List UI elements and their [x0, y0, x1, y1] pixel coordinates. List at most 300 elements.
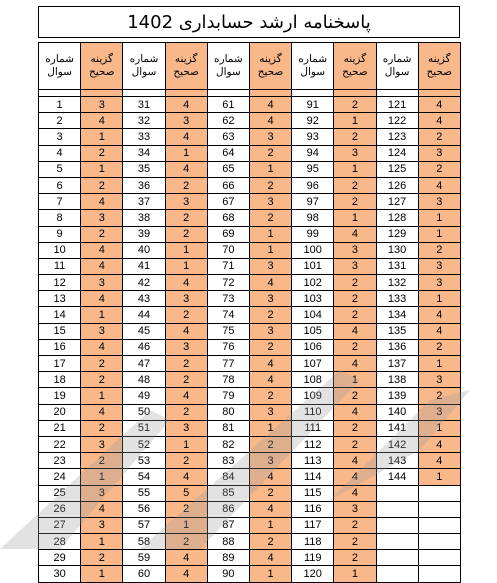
question-number-cell: 124 — [376, 145, 418, 161]
question-number-cell: 100 — [292, 242, 334, 258]
question-number-cell: 110 — [292, 404, 334, 420]
question-number-cell: 51 — [123, 420, 165, 436]
question-number-cell: 16 — [39, 339, 81, 355]
question-number-cell: 6 — [39, 177, 81, 193]
answer-cell: 1 — [81, 469, 123, 485]
answer-header: گزینه صحیح — [334, 43, 376, 90]
question-number-cell: 114 — [292, 469, 334, 485]
answer-cell: 3 — [81, 275, 123, 291]
question-number-cell: 53 — [123, 453, 165, 469]
answer-cell: 4 — [418, 177, 460, 193]
question-number-cell: 48 — [123, 372, 165, 388]
question-number-cell: 96 — [292, 177, 334, 193]
answer-cell: 1 — [249, 161, 291, 177]
answer-cell: 1 — [81, 534, 123, 550]
table-row — [39, 534, 461, 550]
empty-cell — [376, 501, 418, 517]
answer-cell: 4 — [334, 356, 376, 372]
answer-cell: 4 — [249, 550, 291, 566]
empty-cell — [418, 566, 460, 582]
question-number-cell: 57 — [123, 517, 165, 533]
answer-header: گزینه صحیح — [81, 43, 123, 90]
question-number-cell: 21 — [39, 420, 81, 436]
question-number-cell: 69 — [207, 226, 249, 242]
spacer-cell — [81, 90, 123, 97]
answer-cell: 4 — [249, 97, 291, 113]
question-number-cell: 105 — [292, 323, 334, 339]
table-row — [39, 291, 461, 307]
answer-cell: 2 — [249, 177, 291, 193]
question-number-cell: 33 — [123, 129, 165, 145]
empty-cell — [418, 501, 460, 517]
answer-cell: 1 — [81, 307, 123, 323]
question-number-cell: 10 — [39, 242, 81, 258]
answer-cell: 2 — [81, 420, 123, 436]
answer-header: گزینه صحیح — [418, 43, 460, 90]
answer-cell: 2 — [334, 436, 376, 452]
question-number-cell: 95 — [292, 161, 334, 177]
answer-cell: 2 — [334, 97, 376, 113]
answer-cell: 2 — [81, 145, 123, 161]
question-number-cell: 39 — [123, 226, 165, 242]
question-number-cell: 132 — [376, 275, 418, 291]
empty-cell — [418, 517, 460, 533]
answer-cell: 2 — [418, 388, 460, 404]
answer-cell: 2 — [165, 501, 207, 517]
answer-cell: 1 — [165, 242, 207, 258]
answer-sheet — [38, 6, 460, 583]
question-number-cell: 52 — [123, 436, 165, 452]
answer-cell: 2 — [334, 339, 376, 355]
question-number-cell: 41 — [123, 258, 165, 274]
answer-cell: 4 — [165, 469, 207, 485]
question-number-cell: 49 — [123, 388, 165, 404]
question-number-cell: 108 — [292, 372, 334, 388]
question-number-cell: 73 — [207, 291, 249, 307]
answer-cell: 2 — [334, 550, 376, 566]
question-number-cell: 122 — [376, 113, 418, 129]
answer-cell: 2 — [334, 307, 376, 323]
question-header: شماره سوال — [39, 43, 81, 90]
spacer-cell — [123, 90, 165, 97]
answer-cell: 1 — [418, 469, 460, 485]
answer-cell: 1 — [418, 226, 460, 242]
answer-cell: 3 — [81, 323, 123, 339]
table-row — [39, 129, 461, 145]
question-number-cell: 20 — [39, 404, 81, 420]
question-number-cell: 101 — [292, 258, 334, 274]
question-number-cell: 144 — [376, 469, 418, 485]
question-number-cell: 134 — [376, 307, 418, 323]
question-number-cell: 80 — [207, 404, 249, 420]
answer-cell: 2 — [334, 177, 376, 193]
question-number-cell: 29 — [39, 550, 81, 566]
answer-cell: 4 — [334, 404, 376, 420]
question-number-cell: 70 — [207, 242, 249, 258]
answer-cell: 4 — [81, 242, 123, 258]
question-number-cell: 35 — [123, 161, 165, 177]
question-number-cell: 37 — [123, 194, 165, 210]
answer-cell: 4 — [81, 339, 123, 355]
answer-cell: 2 — [165, 453, 207, 469]
table-row — [39, 453, 461, 469]
answer-cell: 4 — [334, 485, 376, 501]
spacer-cell — [249, 90, 291, 97]
question-number-cell: 31 — [123, 97, 165, 113]
question-number-cell: 86 — [207, 501, 249, 517]
question-number-cell: 106 — [292, 339, 334, 355]
answer-cell: 4 — [418, 113, 460, 129]
table-row — [39, 194, 461, 210]
answer-cell: 3 — [334, 258, 376, 274]
answer-cell: 1 — [249, 517, 291, 533]
question-number-cell: 88 — [207, 534, 249, 550]
question-number-cell: 47 — [123, 356, 165, 372]
question-number-cell: 94 — [292, 145, 334, 161]
answer-cell: 4 — [334, 453, 376, 469]
page-title: پاسخنامه ارشد حسابداری 1402 — [38, 6, 460, 38]
question-number-cell: 58 — [123, 534, 165, 550]
question-number-cell: 72 — [207, 275, 249, 291]
question-number-cell: 140 — [376, 404, 418, 420]
empty-cell — [376, 534, 418, 550]
question-number-cell: 87 — [207, 517, 249, 533]
question-number-cell: 129 — [376, 226, 418, 242]
question-number-cell: 45 — [123, 323, 165, 339]
answer-cell: 3 — [249, 453, 291, 469]
spacer-cell — [376, 90, 418, 97]
answer-cell: 3 — [249, 323, 291, 339]
question-number-cell: 56 — [123, 501, 165, 517]
question-number-cell: 4 — [39, 145, 81, 161]
table-row — [39, 97, 461, 113]
answer-cell: 1 — [81, 129, 123, 145]
answer-cell: 3 — [249, 194, 291, 210]
empty-cell — [376, 485, 418, 501]
answer-cell: 2 — [165, 307, 207, 323]
answer-cell: 1 — [418, 291, 460, 307]
question-number-cell: 82 — [207, 436, 249, 452]
answer-cell: 2 — [334, 534, 376, 550]
question-header: شماره سوال — [376, 43, 418, 90]
question-number-cell: 15 — [39, 323, 81, 339]
question-number-cell: 118 — [292, 534, 334, 550]
question-number-cell: 19 — [39, 388, 81, 404]
answer-cell: 1 — [81, 388, 123, 404]
table-row — [39, 517, 461, 533]
answer-cell: 4 — [249, 113, 291, 129]
answer-cell: 2 — [334, 129, 376, 145]
spacer-cell — [207, 90, 249, 97]
question-number-cell: 142 — [376, 436, 418, 452]
table-row — [39, 113, 461, 129]
question-number-cell: 130 — [376, 242, 418, 258]
answer-cell: 2 — [165, 356, 207, 372]
question-number-cell: 14 — [39, 307, 81, 323]
question-number-cell: 143 — [376, 453, 418, 469]
spacer-cell — [418, 90, 460, 97]
question-number-cell: 42 — [123, 275, 165, 291]
table-row — [39, 323, 461, 339]
question-number-cell: 44 — [123, 307, 165, 323]
empty-cell — [418, 550, 460, 566]
question-number-cell: 3 — [39, 129, 81, 145]
answer-cell: 4 — [249, 469, 291, 485]
answer-cell: 1 — [334, 210, 376, 226]
question-number-cell: 89 — [207, 550, 249, 566]
question-number-cell: 107 — [292, 356, 334, 372]
question-number-cell: 79 — [207, 388, 249, 404]
answer-cell: 2 — [418, 129, 460, 145]
spacer-row — [39, 90, 461, 97]
question-number-cell: 131 — [376, 258, 418, 274]
answer-cell: 2 — [81, 550, 123, 566]
table-row — [39, 501, 461, 517]
answer-cell: 2 — [81, 226, 123, 242]
answer-cell: 2 — [165, 177, 207, 193]
question-number-cell: 135 — [376, 323, 418, 339]
answer-cell: 1 — [418, 356, 460, 372]
answer-cell: 4 — [249, 275, 291, 291]
answer-cell: 4 — [165, 550, 207, 566]
question-number-cell: 61 — [207, 97, 249, 113]
answer-cell: 1 — [418, 420, 460, 436]
question-number-cell: 32 — [123, 113, 165, 129]
table-row — [39, 469, 461, 485]
answer-cell: 1 — [334, 113, 376, 129]
answer-cell: 3 — [249, 404, 291, 420]
answer-cell: 3 — [81, 485, 123, 501]
answer-cell: 2 — [249, 339, 291, 355]
answer-cell: 1 — [81, 161, 123, 177]
question-number-cell: 119 — [292, 550, 334, 566]
question-number-cell: 64 — [207, 145, 249, 161]
answer-cell: 3 — [81, 210, 123, 226]
answer-cell: 4 — [165, 275, 207, 291]
empty-cell — [418, 485, 460, 501]
answer-cell: 4 — [249, 501, 291, 517]
answer-cell: 1 — [165, 436, 207, 452]
answer-cell: 3 — [165, 194, 207, 210]
question-number-cell: 136 — [376, 339, 418, 355]
table-row — [39, 404, 461, 420]
answer-cell: 1 — [81, 566, 123, 582]
answer-cell: 1 — [334, 161, 376, 177]
empty-cell — [418, 534, 460, 550]
table-row — [39, 177, 461, 193]
spacer-cell — [39, 90, 81, 97]
question-header: شماره سوال — [292, 43, 334, 90]
question-number-cell: 59 — [123, 550, 165, 566]
answer-cell: 2 — [334, 194, 376, 210]
question-number-cell: 91 — [292, 97, 334, 113]
question-number-cell: 75 — [207, 323, 249, 339]
question-number-cell: 113 — [292, 453, 334, 469]
spacer-cell — [165, 90, 207, 97]
question-number-cell: 67 — [207, 194, 249, 210]
answer-cell: 5 — [165, 485, 207, 501]
question-number-cell: 123 — [376, 129, 418, 145]
question-number-cell: 7 — [39, 194, 81, 210]
table-row — [39, 566, 461, 582]
table-row — [39, 356, 461, 372]
question-number-cell: 27 — [39, 517, 81, 533]
question-number-cell: 38 — [123, 210, 165, 226]
question-number-cell: 112 — [292, 436, 334, 452]
table-row — [39, 226, 461, 242]
answer-table — [38, 42, 461, 583]
answer-cell: 4 — [81, 501, 123, 517]
answer-cell: 1 — [249, 242, 291, 258]
question-number-cell: 68 — [207, 210, 249, 226]
answer-cell: 2 — [249, 307, 291, 323]
question-number-cell: 127 — [376, 194, 418, 210]
question-number-cell: 30 — [39, 566, 81, 582]
answer-cell: 2 — [249, 210, 291, 226]
answer-cell: 4 — [249, 356, 291, 372]
question-number-cell: 85 — [207, 485, 249, 501]
answer-cell: 2 — [418, 161, 460, 177]
answer-cell: 3 — [81, 97, 123, 113]
question-number-cell: 103 — [292, 291, 334, 307]
question-number-cell: 50 — [123, 404, 165, 420]
question-number-cell: 13 — [39, 291, 81, 307]
table-row — [39, 372, 461, 388]
question-number-cell: 92 — [292, 113, 334, 129]
question-number-cell: 109 — [292, 388, 334, 404]
answer-cell: 2 — [334, 517, 376, 533]
table-row — [39, 339, 461, 355]
answer-cell: 3 — [334, 501, 376, 517]
question-number-cell: 139 — [376, 388, 418, 404]
answer-cell: 2 — [418, 242, 460, 258]
question-number-cell: 40 — [123, 242, 165, 258]
question-number-cell: 1 — [39, 97, 81, 113]
table-body — [39, 90, 461, 583]
question-number-cell: 25 — [39, 485, 81, 501]
question-number-cell: 65 — [207, 161, 249, 177]
question-number-cell: 77 — [207, 356, 249, 372]
answer-cell: 1 — [334, 566, 376, 582]
answer-cell: 4 — [334, 469, 376, 485]
table-header-row — [39, 43, 461, 90]
question-number-cell: 5 — [39, 161, 81, 177]
answer-cell: 3 — [418, 145, 460, 161]
question-number-cell: 8 — [39, 210, 81, 226]
answer-cell: 4 — [165, 161, 207, 177]
answer-cell: 2 — [249, 436, 291, 452]
table-row — [39, 388, 461, 404]
question-number-cell: 116 — [292, 501, 334, 517]
empty-cell — [376, 517, 418, 533]
answer-cell: 3 — [418, 258, 460, 274]
answer-cell: 2 — [81, 177, 123, 193]
answer-cell: 2 — [249, 145, 291, 161]
answer-cell: 1 — [249, 226, 291, 242]
question-number-cell: 36 — [123, 177, 165, 193]
answer-cell: 1 — [249, 420, 291, 436]
question-number-cell: 24 — [39, 469, 81, 485]
table-row — [39, 161, 461, 177]
question-number-cell: 133 — [376, 291, 418, 307]
question-number-cell: 137 — [376, 356, 418, 372]
answer-cell: 2 — [165, 372, 207, 388]
answer-cell: 1 — [165, 258, 207, 274]
table-row — [39, 420, 461, 436]
question-number-cell: 111 — [292, 420, 334, 436]
answer-cell: 4 — [418, 453, 460, 469]
answer-cell: 1 — [165, 145, 207, 161]
answer-cell: 3 — [165, 339, 207, 355]
answer-cell: 4 — [418, 97, 460, 113]
answer-cell: 2 — [334, 291, 376, 307]
answer-cell: 2 — [165, 226, 207, 242]
question-number-cell: 66 — [207, 177, 249, 193]
table-row — [39, 275, 461, 291]
question-number-cell: 81 — [207, 420, 249, 436]
answer-cell: 2 — [418, 339, 460, 355]
answer-cell: 4 — [165, 388, 207, 404]
answer-cell: 4 — [81, 113, 123, 129]
question-number-cell: 28 — [39, 534, 81, 550]
question-number-cell: 104 — [292, 307, 334, 323]
question-number-cell: 62 — [207, 113, 249, 129]
answer-header: گزینه صحیح — [165, 43, 207, 90]
answer-cell: 4 — [334, 226, 376, 242]
answer-cell: 4 — [249, 372, 291, 388]
question-number-cell: 97 — [292, 194, 334, 210]
answer-cell: 2 — [334, 420, 376, 436]
question-number-cell: 2 — [39, 113, 81, 129]
table-row — [39, 210, 461, 226]
question-number-cell: 74 — [207, 307, 249, 323]
answer-cell: 1 — [249, 566, 291, 582]
table-row — [39, 242, 461, 258]
answer-cell: 4 — [165, 97, 207, 113]
question-number-cell: 18 — [39, 372, 81, 388]
spacer-cell — [292, 90, 334, 97]
answer-cell: 2 — [165, 210, 207, 226]
table-row — [39, 436, 461, 452]
answer-cell: 3 — [334, 145, 376, 161]
answer-cell: 4 — [418, 307, 460, 323]
question-number-cell: 76 — [207, 339, 249, 355]
answer-cell: 1 — [165, 517, 207, 533]
answer-cell: 4 — [165, 129, 207, 145]
question-number-cell: 125 — [376, 161, 418, 177]
question-number-cell: 93 — [292, 129, 334, 145]
question-number-cell: 60 — [123, 566, 165, 582]
question-number-cell: 22 — [39, 436, 81, 452]
table-row — [39, 485, 461, 501]
question-number-cell: 138 — [376, 372, 418, 388]
answer-cell: 3 — [81, 517, 123, 533]
answer-cell: 3 — [81, 436, 123, 452]
answer-cell: 2 — [165, 404, 207, 420]
answer-cell: 3 — [418, 194, 460, 210]
question-number-cell: 117 — [292, 517, 334, 533]
answer-cell: 2 — [249, 534, 291, 550]
table-row — [39, 145, 461, 161]
question-number-cell: 43 — [123, 291, 165, 307]
spacer-cell — [334, 90, 376, 97]
answer-cell: 2 — [334, 275, 376, 291]
answer-cell: 3 — [165, 291, 207, 307]
empty-cell — [376, 550, 418, 566]
answer-cell: 4 — [81, 404, 123, 420]
question-number-cell: 98 — [292, 210, 334, 226]
answer-cell: 3 — [249, 258, 291, 274]
